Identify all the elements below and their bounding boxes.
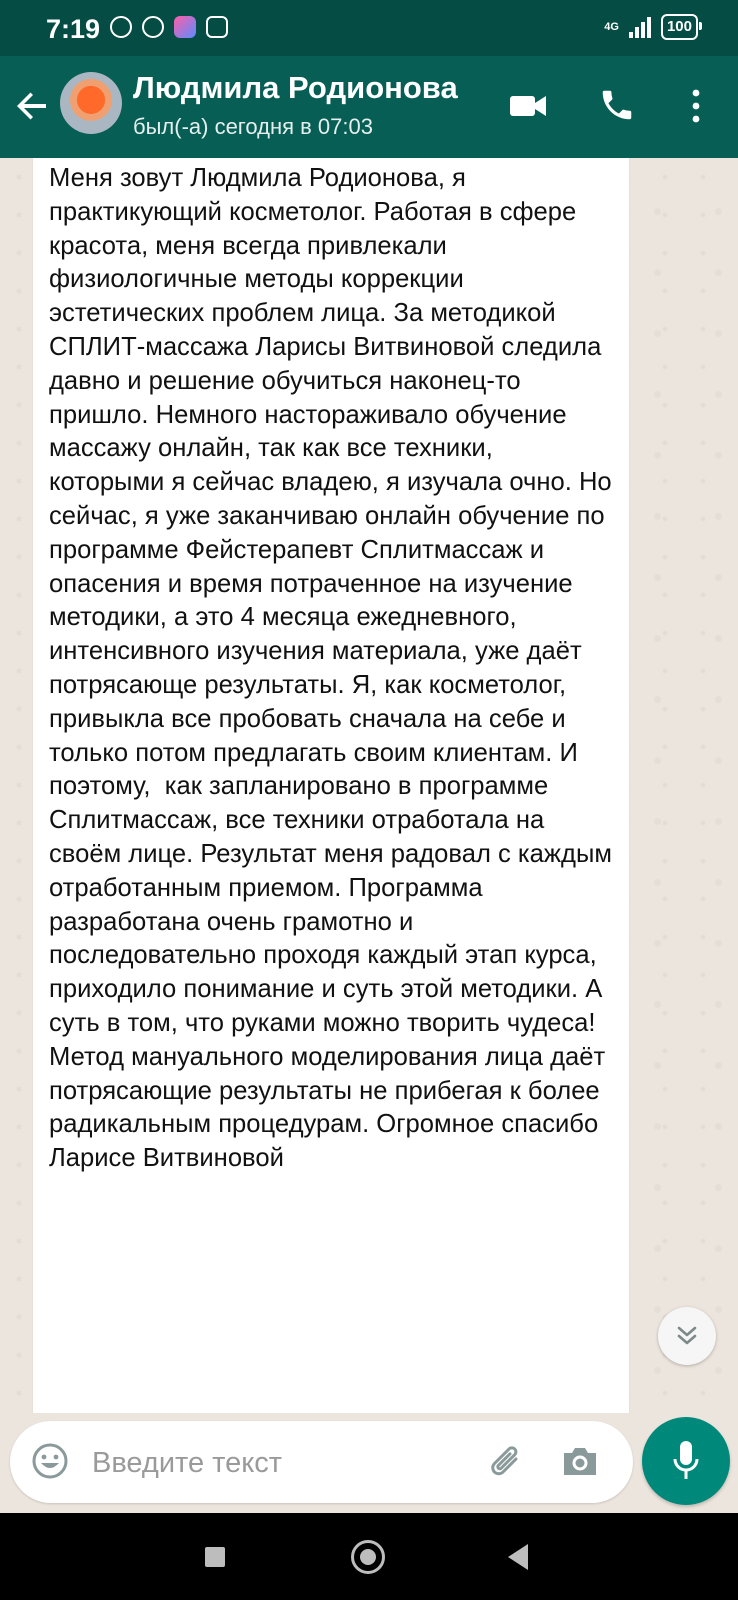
chat-header xyxy=(0,56,738,158)
avatar[interactable] xyxy=(60,72,122,134)
notification-icons xyxy=(110,16,228,38)
home-icon[interactable] xyxy=(351,1540,385,1574)
alarm-icon xyxy=(110,16,132,38)
signal-icon xyxy=(629,16,651,38)
status-bar xyxy=(0,0,738,56)
whatsapp-icon xyxy=(142,16,164,38)
microphone-icon xyxy=(670,1439,702,1483)
message-input[interactable] xyxy=(90,1439,474,1487)
system-nav-bar xyxy=(0,1513,738,1600)
back-arrow-icon[interactable] xyxy=(12,86,52,126)
status-indicators xyxy=(604,14,698,40)
last-seen-status: был(-а) сегодня в 07:03 xyxy=(133,114,373,139)
contact-name[interactable]: Людмила Родионова xyxy=(133,70,458,105)
emoji-icon[interactable] xyxy=(30,1441,70,1481)
chat-area[interactable] xyxy=(0,158,738,1413)
instagram-icon xyxy=(206,16,228,38)
phone-icon[interactable] xyxy=(598,86,636,124)
message-text: Меня зовут Людмила Родионова, я практикующий косметолог. Работая в сфере красота, меня всегда привлекали физиологичные методы коррекции эстетических проблем лица. За методикой СПЛИТ-массажа Ларисы Витвиновой следила давно и решение обучиться наконец-то пришло. Немного настораживало обучение массажу онлайн, так как все техники, которыми я сейчас владею, я изучала очно. Но сейчас, я уже заканчиваю онлайн обучение по программе Фейстерапевт Сплитмассаж и опасения и время потраченное на изучение методики, а это 4 месяца ежедневного, интенсивного изучения материала, уже даёт потрясающе результаты. Я, как косметолог, привыкла все пробовать сначала на себе и только потом предлагать своим клиентам. И поэтому, как запланировано в программе Сплитмассаж, все техники отработала на своём лице. Результат меня радовал с каждым отработанным приемом. Программа разработана очень грамотно и последовательно проходя каждый этап курса, приходило понимание и суть этой методики. А суть в том, что руками можно творить чудеса! Метод мануального моделирования лица даёт потрясающие результаты не прибегая к более радикальным процедурам. Огромное спасибо Ларисе Витвиновой xyxy=(49,164,620,1173)
status-time: 7:19 xyxy=(46,14,101,44)
message-bubble[interactable] xyxy=(33,158,629,1413)
double-chevron-down-icon xyxy=(673,1322,701,1350)
recent-apps-icon[interactable] xyxy=(205,1547,225,1567)
message-composer xyxy=(10,1421,633,1503)
battery-icon xyxy=(661,14,698,40)
attach-paperclip-icon[interactable] xyxy=(486,1441,526,1483)
app-notification-icon xyxy=(174,16,196,38)
nav-back-icon[interactable] xyxy=(508,1544,528,1570)
camera-icon[interactable] xyxy=(560,1443,600,1479)
network-type: 4G xyxy=(604,20,619,33)
more-vert-icon[interactable] xyxy=(686,86,706,126)
scroll-to-bottom-button[interactable] xyxy=(658,1307,716,1365)
battery-level: 100 xyxy=(666,18,692,35)
voice-message-button[interactable] xyxy=(642,1417,730,1505)
video-call-icon[interactable] xyxy=(508,90,548,122)
